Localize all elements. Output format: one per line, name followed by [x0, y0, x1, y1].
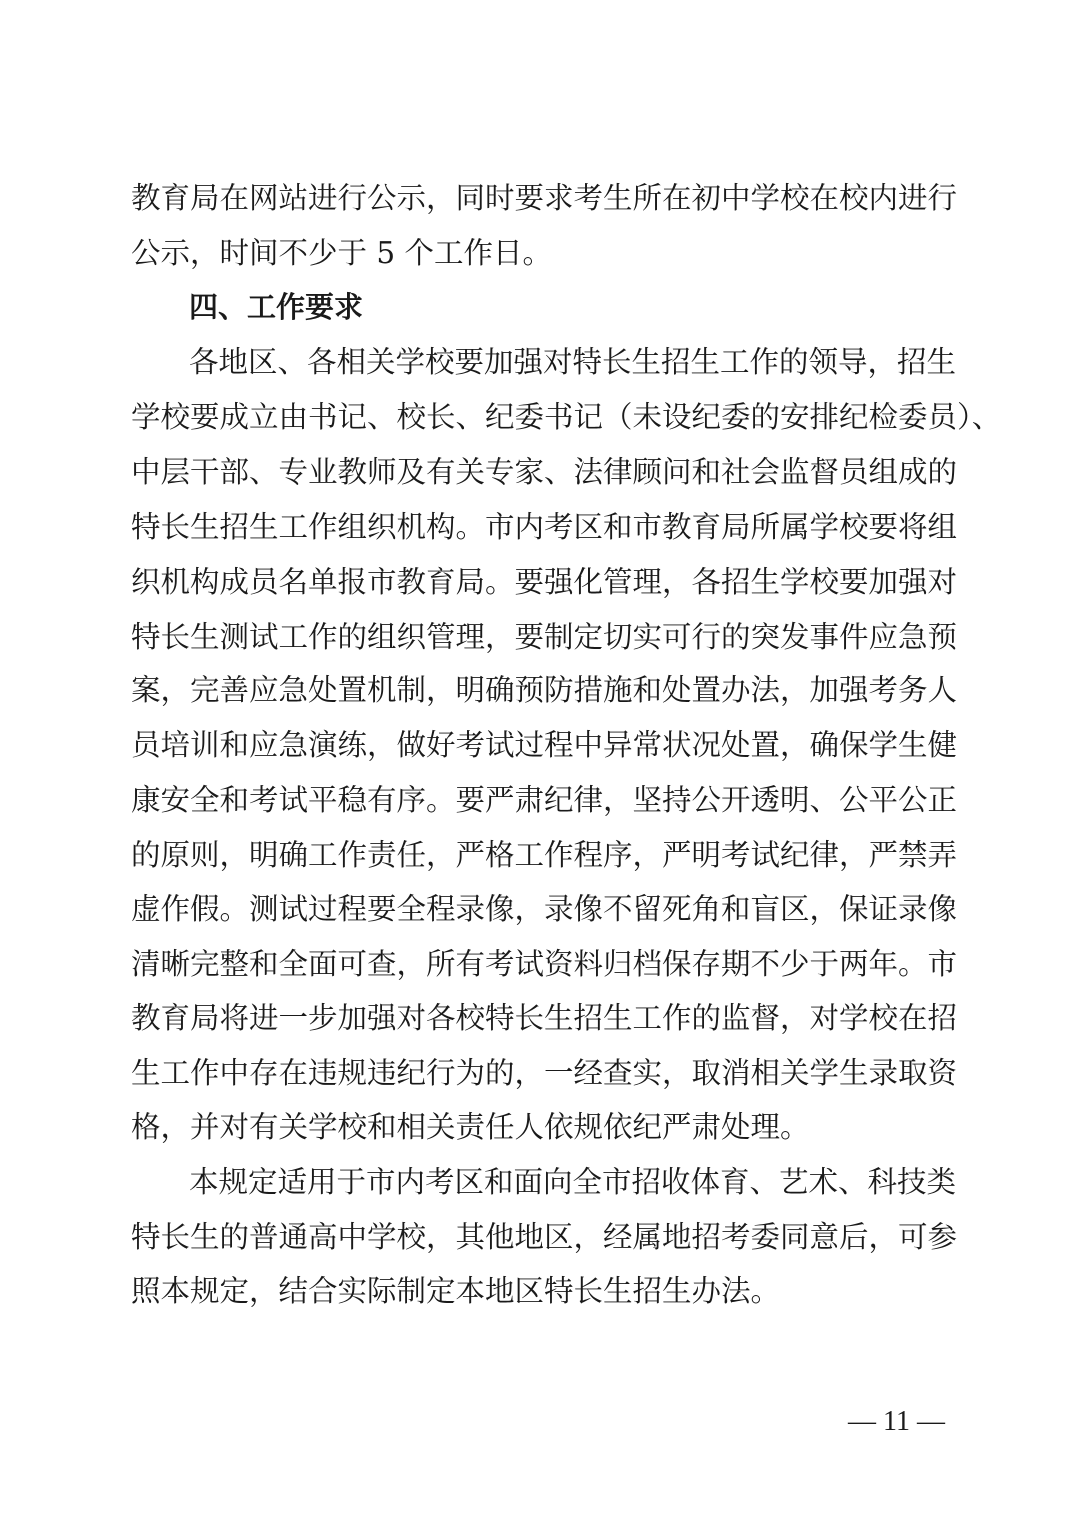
text-line: 本规定适用于市内考区和面向全市招收体育、艺术、科技类 — [189, 1165, 957, 1199]
text-line: 虚作假。测试过程要全程录像，录像不留死角和盲区，保证录像 — [131, 892, 958, 926]
text-line: 康安全和考试平稳有序。要严肃纪律，坚持公开透明、公平公正 — [131, 783, 958, 817]
text-line: 清晰完整和全面可查，所有考试资料归档保存期不少于两年。市 — [131, 947, 958, 981]
text-line: 教育局将进一步加强对各校特长生招生工作的监督，对学校在招 — [131, 1001, 958, 1035]
text-line: 生工作中存在违规违纪行为的，一经查实，取消相关学生录取资 — [131, 1056, 958, 1090]
text-line: 特长生的普通高中学校，其他地区，经属地招考委同意后，可参 — [131, 1220, 958, 1254]
text-line: 员培训和应急演练，做好考试过程中异常状况处置，确保学生健 — [131, 728, 958, 762]
text-line: 各地区、各相关学校要加强对特长生招生工作的领导，招生 — [189, 345, 957, 379]
text-line: 的原则，明确工作责任，严格工作程序，严明考试纪律，严禁弄 — [131, 838, 958, 872]
text-line: 案，完善应急处置机制，明确预防措施和处置办法，加强考务人 — [131, 673, 958, 707]
text-line: 教育局在网站进行公示，同时要求考生所在初中学校在校内进行 — [131, 181, 958, 215]
text-line: 特长生测试工作的组织管理，要制定切实可行的突发事件应急预 — [131, 620, 958, 654]
text-line: 学校要成立由书记、校长、纪委书记（未设纪委的安排纪检委员）、 — [131, 400, 1002, 434]
text-line: 公示，时间不少于 5 个工作日。 — [131, 236, 553, 270]
section-heading: 四、工作要求 — [189, 290, 364, 324]
text-line: 中层干部、专业教师及有关专家、法律顾问和社会监督员组成的 — [131, 455, 958, 489]
text-line: 织机构成员名单报市教育局。要强化管理，各招生学校要加强对 — [131, 565, 958, 599]
text-line: 照本规定，结合实际制定本地区特长生招生办法。 — [131, 1274, 781, 1308]
text-line: 格，并对有关学校和相关责任人依规依纪严肃处理。 — [131, 1110, 810, 1144]
text-line: 特长生招生工作组织机构。市内考区和市教育局所属学校要将组 — [131, 510, 958, 544]
page-number: — 11 — — [848, 1406, 945, 1437]
